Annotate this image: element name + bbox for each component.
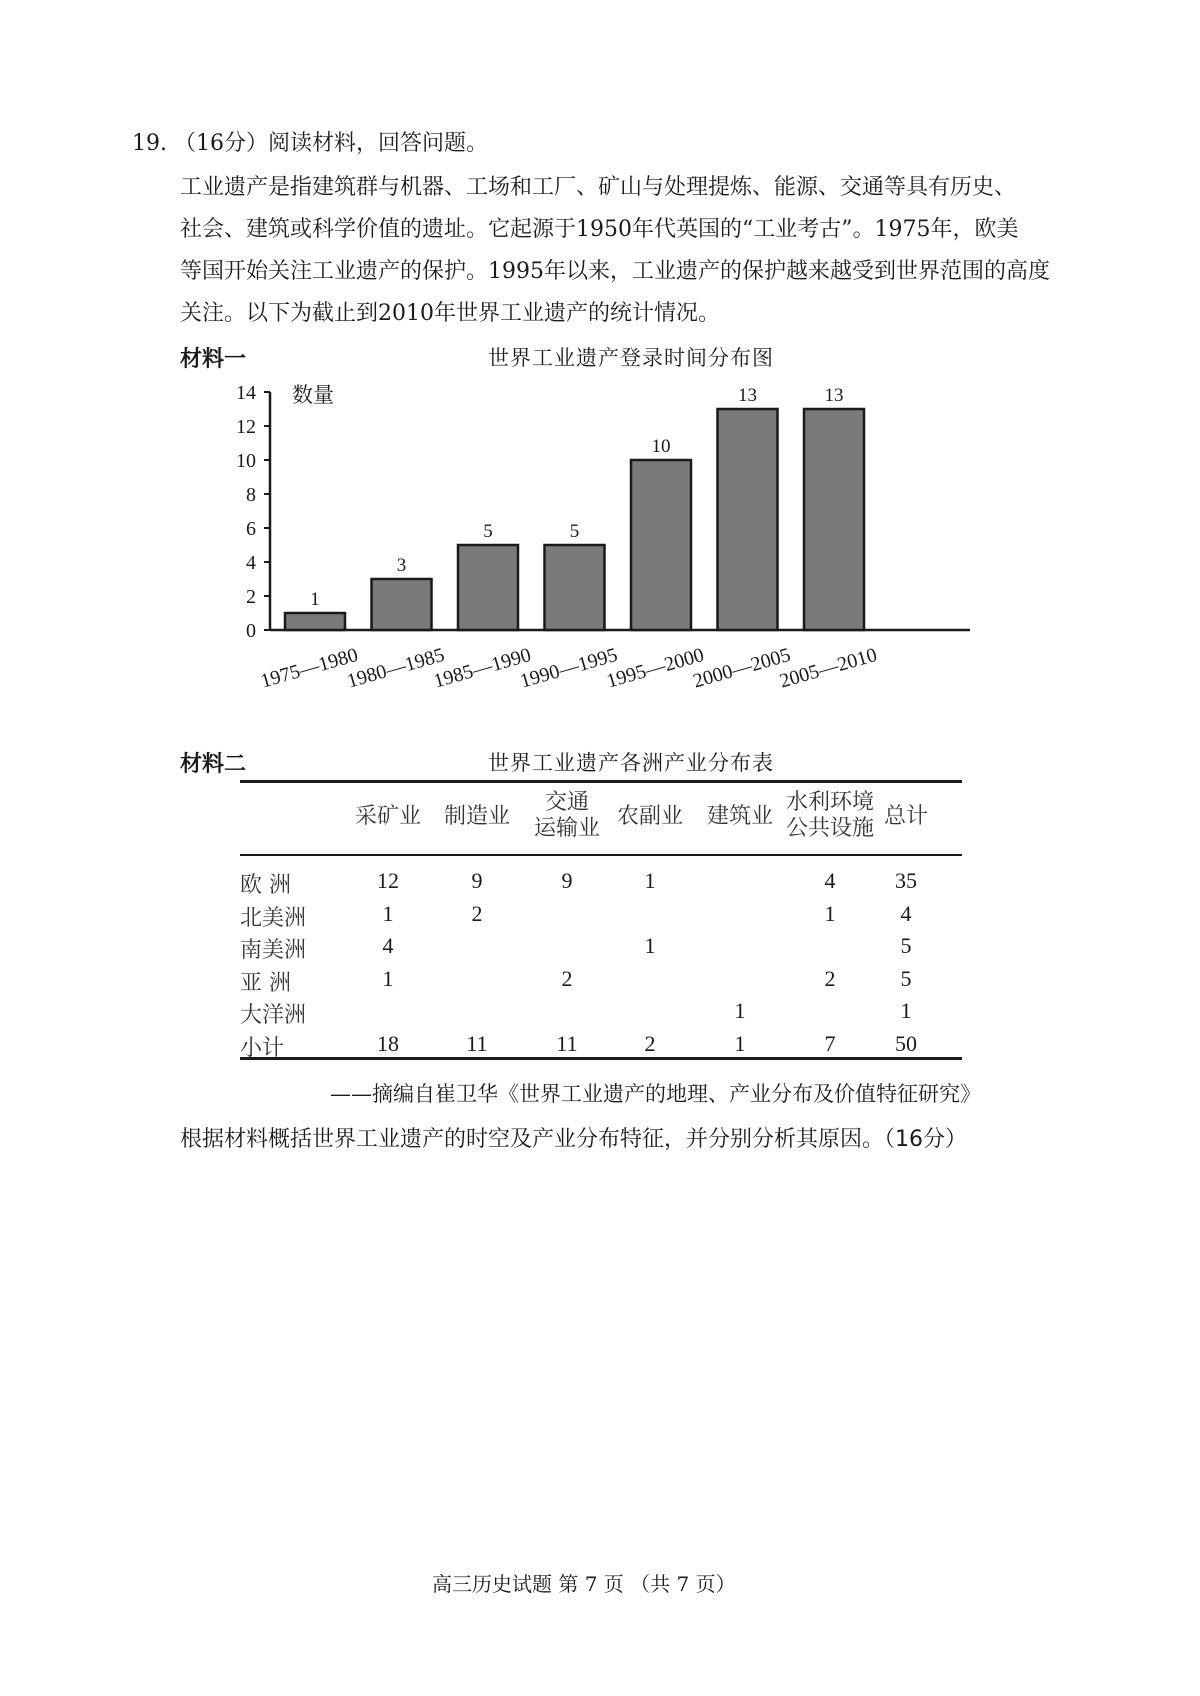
table-cell: 9: [471, 868, 483, 893]
table-cell: 11: [556, 1030, 578, 1056]
y-tick-label: 10: [236, 450, 256, 472]
table-cell: 1: [734, 1030, 746, 1056]
bar-data-label: 13: [824, 385, 844, 406]
table-cell: 1: [382, 965, 394, 991]
x-category-label: 1995—2000: [604, 643, 707, 693]
table-caption: 世界工业遗产各洲产业分布表: [488, 751, 774, 775]
chart-caption: 世界工业遗产登录时间分布图: [488, 346, 774, 370]
table-row-label: 欧 洲: [240, 873, 291, 898]
table-cell: 11: [466, 1030, 488, 1056]
table-header-text: 采矿业: [354, 804, 421, 829]
table-cell: 1: [734, 998, 746, 1023]
material1-label: 材料一: [180, 347, 247, 372]
table-cell: 2: [561, 965, 573, 991]
table-header-text: 公共设施: [785, 816, 874, 841]
table-cell: 35: [895, 868, 917, 893]
bar-data-label: 5: [569, 521, 580, 542]
x-category-label: 1985—1990: [431, 643, 534, 693]
y-tick-label: 12: [236, 416, 256, 438]
y-tick-label: 14: [236, 382, 256, 404]
table-row-label: 大洋洲: [240, 1003, 307, 1028]
bar: [372, 579, 432, 630]
table-cell: 4: [900, 900, 912, 926]
bar: [631, 460, 691, 630]
table-header-cell: [600, 804, 700, 830]
table-cell: 2: [471, 900, 483, 926]
table-cell: 5: [900, 965, 912, 991]
table-top-rule: [240, 780, 962, 783]
table-header-text: 总计: [883, 804, 928, 829]
y-axis-label: 数量: [292, 383, 334, 407]
bar-data-label: 13: [738, 385, 757, 406]
bar: [545, 545, 605, 630]
x-category-label: 2000—2005: [690, 643, 793, 693]
table-cell: 4: [382, 933, 394, 958]
question-prompt: 根据材料概括世界工业遗产的时空及产业分布特征，并分别分析其原因。（16分）: [180, 1127, 967, 1152]
table-bottom-rule: [240, 1057, 962, 1060]
paragraph-line-2: 社会、建筑或科学价值的遗址。它起源于1950年代英国的“工业考古”。1975年，欧美: [180, 217, 1019, 242]
table-row-label: 亚 洲: [240, 970, 291, 996]
y-tick-label: 8: [246, 484, 256, 506]
table-header-text: 农副业: [616, 804, 683, 829]
table-header-text: 交通: [544, 790, 589, 815]
paragraph-line-4: 关注。以下为截止到2010年世界工业遗产的统计情况。: [180, 301, 720, 326]
x-category-label: 1990—1995: [517, 643, 620, 693]
table-cell: 2: [644, 1030, 656, 1056]
paragraph-line-3: 等国开始关注工业遗产的保护。1995年以来，工业遗产的保护越来越受到世界范围的高度: [180, 259, 1050, 284]
table-cell: 4: [824, 868, 836, 893]
table-cell: 50: [895, 1030, 917, 1056]
table-cell: 1: [644, 868, 656, 893]
table-cell: 9: [561, 868, 573, 893]
bar-data-label: 3: [396, 555, 407, 576]
table-header-cell: [427, 804, 527, 830]
bar-data-label: 10: [651, 436, 671, 457]
table-cell: 7: [824, 1030, 836, 1056]
table-cell: 18: [377, 1030, 399, 1056]
bar-data-label: 1: [310, 589, 320, 610]
table-header-text: 运输业: [533, 816, 600, 841]
page-footer: 高三历史试题 第 7 页 （共 7 页）: [432, 1572, 736, 1596]
table-cell: 12: [377, 868, 399, 893]
table-cell: 5: [900, 933, 912, 958]
bar: [718, 409, 778, 630]
bar: [285, 613, 345, 630]
table-header-text: 制造业: [443, 804, 510, 829]
bar: [804, 409, 864, 630]
x-category-label: 1980—1985: [344, 643, 447, 693]
bar: [458, 545, 518, 630]
table-header-text: 建筑业: [706, 804, 773, 829]
table-header-cell: [690, 804, 790, 830]
table-cell: 1: [644, 933, 656, 958]
y-tick-label: 4: [246, 552, 256, 574]
table-header-rule: [240, 854, 962, 856]
table-cell: 1: [900, 998, 912, 1023]
table-cell: 1: [824, 900, 836, 926]
table-cell: 2: [824, 965, 836, 991]
table-header-cell: [338, 804, 438, 830]
table-header-text: 水利环境: [785, 790, 874, 815]
y-tick-label: 0: [246, 620, 256, 642]
bar-data-label: 5: [483, 521, 493, 542]
x-category-label: 1975—1980: [258, 643, 361, 693]
paragraph-line-1: 工业遗产是指建筑群与机器、工场和工厂、矿山与处理提炼、能源、交通等具有历史、: [180, 175, 1017, 200]
table-cell: 1: [382, 900, 394, 926]
table-row-label: 南美洲: [240, 938, 307, 963]
x-category-label: 2005—2010: [777, 643, 880, 693]
material2-label: 材料二: [180, 752, 247, 777]
y-tick-label: 2: [246, 586, 256, 608]
source-citation: ——摘编自崔卫华《世界工业遗产的地理、产业分布及价值特征研究》: [330, 1082, 981, 1106]
question-header: 19. （16分）阅读材料，回答问题。: [132, 131, 488, 156]
bar-chart: [230, 380, 990, 710]
y-tick-label: 6: [246, 518, 256, 540]
table-row-label: 北美洲: [240, 905, 307, 931]
table-row-label: 小计: [240, 1035, 285, 1061]
table-header-cell: [856, 804, 956, 830]
